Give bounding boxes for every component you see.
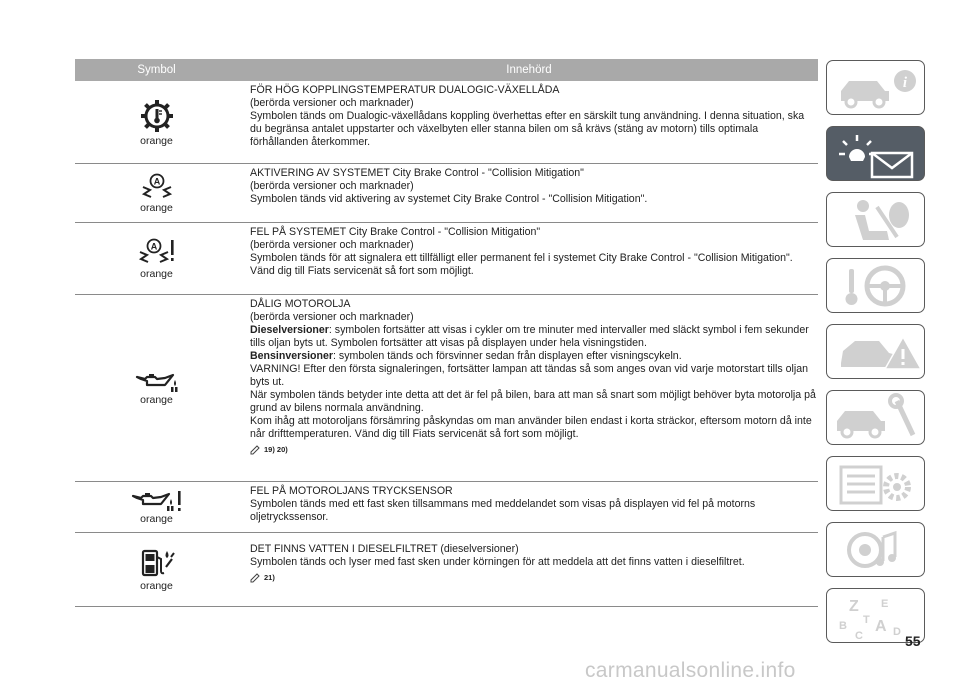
note-reference [250,443,818,456]
table-row [75,295,818,482]
tab-maintenance[interactable] [826,390,925,445]
tab-starting-driving[interactable] [826,258,925,313]
svg-text:i: i [902,75,908,91]
symbol-color-label: orange [140,512,173,525]
info-paragraph-2: Kom ihåg att motoroljans försämring påskyndas om man använder bilen endast i korta sträckor, eftersom motorn då inte når drifttemperaturen. Vänd dig till Fiats servicenät så fort som möjligt. [250,415,812,440]
petrol-text: : symbolen tänds och försvinner sedan från displayen efter visningscykeln. [333,350,682,362]
warning-light-message-icon [827,127,926,182]
row-description: Symbolen tänds om Dualogic-växellådans koppling överhettas efter en särskilt tung användning. I denna situation, ska du begränsa antalet uppstarter och växelbyten eller stanna bilen om så krävs (stäng av motorn) tills optimala förhållanden återkommer. [250,110,805,148]
content-cell [238,223,818,294]
row-description: Symbolen tänds vid aktivering av systemet City Brake Control - "Collision Mitigation". [250,193,648,205]
svg-text:C: C [855,630,863,642]
symbol-color-label: orange [140,580,173,592]
row-title: FÖR HÖG KOPPLINGSTEMPERATUR DUALOGIC-VÄXELLÅDA [250,84,560,96]
table-row [75,223,818,295]
svg-text:A: A [875,618,887,635]
row-title: FEL PÅ SYSTEMET City Brake Control - "Collision Mitigation" [250,226,541,238]
oil-degraded-icon [135,371,179,393]
car-info-icon [827,61,926,116]
tab-warning-lights[interactable] [826,126,925,181]
row-subtitle: (berörda versioner och marknader) [250,311,414,323]
row-subtitle: (berörda versioner och marknader) [250,97,414,109]
symbol-color-label: orange [140,393,173,406]
diesel-label: Dieselversioner [250,324,329,336]
content-cell [238,164,818,222]
petrol-paragraph [250,350,818,363]
diesel-paragraph [250,324,818,350]
row-description: Symbolen tänds och lyser med fast sken under körningen för att meddela att det finns vatten i dieselfiltret. [250,556,745,568]
tab-technical-data[interactable] [826,456,925,511]
table-row [75,164,818,223]
warning-paragraph: VARNING! Efter den första signaleringen, fortsätter lampan att tändas så som anges ovan vid varje motorstart tills oljan byts ut. [250,363,809,388]
row-subtitle: (berörda versioner och marknader) [250,180,414,192]
note-numbers[interactable]: 19) 20) [264,445,288,454]
car-accident-icon [827,325,926,380]
row-description: Symbolen tänds för att signalera ett tillfälligt eller permanent fel i systemet City Brake Control - "Collision Mitigation". Vänd dig till Fiats servicenät så fort som möjligt. [250,252,793,277]
symbol-cell [75,164,238,222]
tab-car-info[interactable] [826,60,925,115]
warning-lights-table [75,59,818,607]
car-wrench-icon [827,391,926,446]
symbol-cell [75,223,238,294]
petrol-label: Bensinversioner [250,350,334,362]
svg-text:A: A [150,241,157,252]
header-symbol: Symbol [137,64,176,76]
symbol-color-label: orange [140,134,173,147]
city-brake-control-icon [140,173,174,201]
content-cell [238,81,818,163]
table-row [75,533,818,607]
symbol-color-label: orange [140,201,173,214]
table-row [75,81,818,164]
multimedia-icon [827,523,926,578]
note-numbers[interactable]: 21) [264,573,275,582]
row-title: AKTIVERING AV SYSTEMET City Brake Control - "Collision Mitigation" [250,167,584,179]
tab-safety[interactable] [826,192,925,247]
svg-text:Z: Z [849,598,859,615]
table-row [75,482,818,533]
row-title: DET FINNS VATTEN I DIESELFILTRET (dieselversioner) [250,543,519,555]
tab-multimedia[interactable] [826,522,925,577]
svg-text:T: T [863,614,870,626]
page-number: 55 [905,633,921,649]
diesel-text: : symbolen fortsätter att visas i cykler om tre minuter med intervaller med släckt symbol i fem sekunder tills oljan byts ut. Symbolen fortsätter att visas på displayen under hela visningstiden. [250,324,809,349]
watermark: carmanualsonline.info [585,659,796,682]
note-pen-icon [250,573,260,583]
symbol-cell [75,295,238,481]
row-title: DÅLIG MOTOROLJA [250,298,351,310]
seat-airbag-icon [827,193,926,248]
info-paragraph-1: När symbolen tänds betyder inte detta att det är fel på bilen, bara att man så snart som möjligt behöver byta motorolja på grund av bilens normala användning. [250,389,816,414]
header-content: Innehörd [506,64,552,76]
content-cell [238,295,818,481]
tab-emergency[interactable] [826,324,925,379]
content-cell [238,533,818,606]
content-cell [238,482,818,532]
city-brake-control-fault-icon [137,237,177,267]
svg-text:A: A [153,176,160,186]
svg-text:D: D [893,626,901,638]
water-in-diesel-filter-icon [137,547,177,579]
note-pen-icon [250,445,260,455]
svg-text:B: B [839,620,847,632]
row-subtitle: (berörda versioner och marknader) [250,239,414,251]
symbol-color-label: orange [140,268,173,280]
oil-pressure-sensor-fault-icon [131,490,183,512]
symbol-cell [75,81,238,163]
svg-text:E: E [881,598,889,610]
coolant-gear-temperature-icon [139,98,175,134]
row-title: FEL PÅ MOTOROLJANS TRYCKSENSOR [250,485,453,497]
symbol-cell [75,533,238,606]
symbol-cell [75,482,238,532]
row-description: Symbolen tänds med ett fast sken tillsammans med meddelandet som visas på displayen vid fel på motorns oljetryckssensor. [250,498,756,523]
steering-key-icon [827,259,926,314]
specifications-gear-icon [827,457,926,512]
table-header [75,59,818,81]
note-reference [250,571,818,584]
